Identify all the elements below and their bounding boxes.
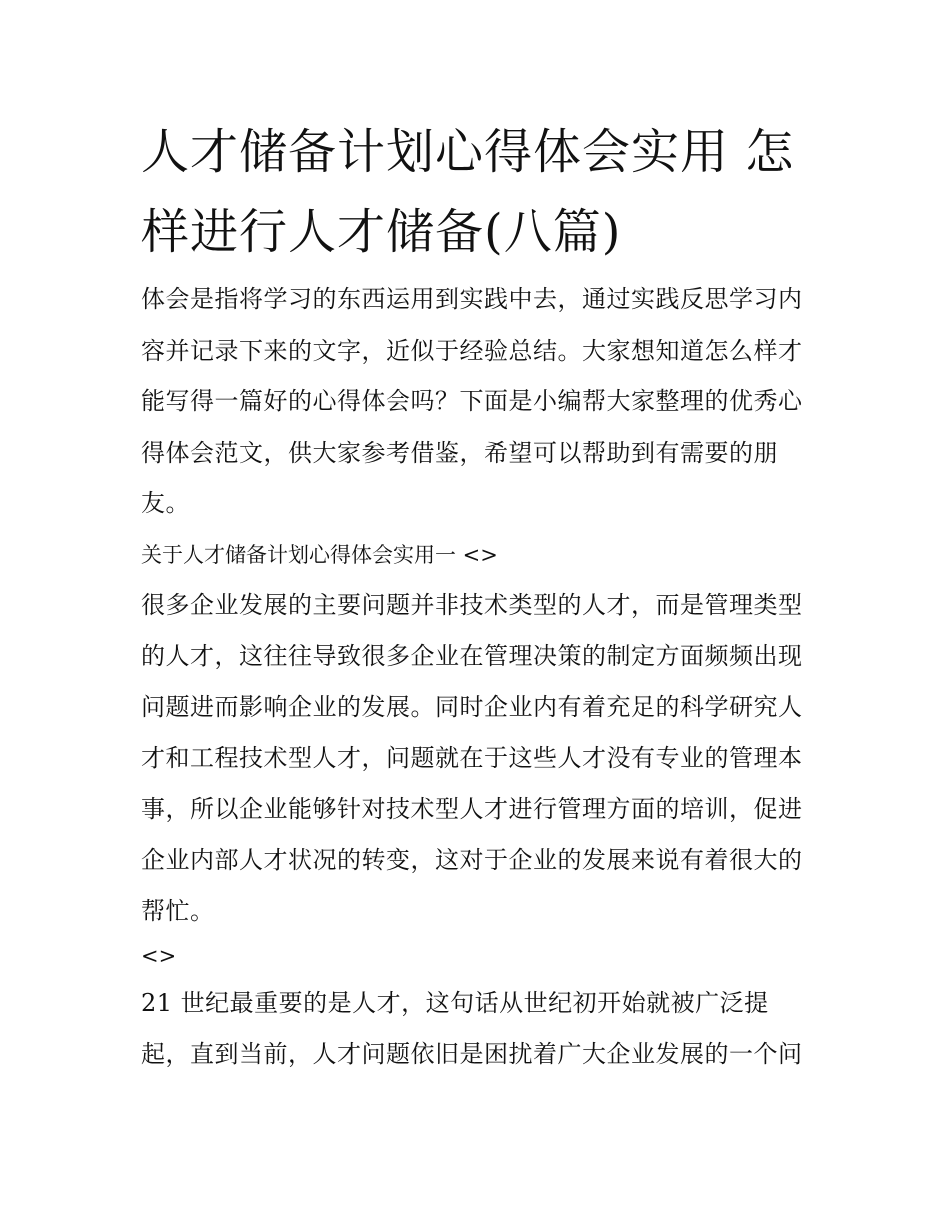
section-line: 的人才，这往往导致很多企业在管理决策的制定方面频频出现 bbox=[141, 642, 803, 670]
intro-line: 容并记录下来的文字，近似于经验总结。大家想知道怎么样才 bbox=[141, 337, 803, 365]
closing-line: 起，直到当前，人才问题依旧是困扰着广大企业发展的一个问 bbox=[141, 1040, 803, 1068]
closing-line: 21 世纪最重要的是人才，这句话从世纪初开始就被广泛提 bbox=[141, 989, 769, 1017]
separator-marker: <> bbox=[141, 944, 177, 968]
document-title: 人才储备计划心得体会实用 怎样进行人才储备(八篇) bbox=[141, 124, 795, 260]
section-line: 帮忙。 bbox=[141, 897, 215, 925]
intro-line: 得体会范文，供大家参考借鉴，希望可以帮助到有需要的朋 bbox=[141, 439, 778, 467]
section-heading: 关于人才储备计划心得体会实用一 <> bbox=[141, 543, 498, 567]
intro-line: 友。 bbox=[141, 489, 190, 517]
section-line: 企业内部人才状况的转变，这对于企业的发展来说有着很大的 bbox=[141, 846, 803, 874]
intro-line: 能写得一篇好的心得体会吗？下面是小编帮大家整理的优秀心 bbox=[141, 387, 803, 415]
section-line: 才和工程技术型人才，问题就在于这些人才没有专业的管理本 bbox=[141, 744, 803, 772]
section-line: 问题进而影响企业的发展。同时企业内有着充足的科学研究人 bbox=[141, 693, 803, 721]
section-line: 很多企业发展的主要问题并非技术类型的人才，而是管理类型 bbox=[141, 591, 803, 619]
section-line: 事，所以企业能够针对技术型人才进行管理方面的培训，促进 bbox=[141, 795, 803, 823]
intro-line: 体会是指将学习的东西运用到实践中去，通过实践反思学习内 bbox=[141, 285, 803, 313]
